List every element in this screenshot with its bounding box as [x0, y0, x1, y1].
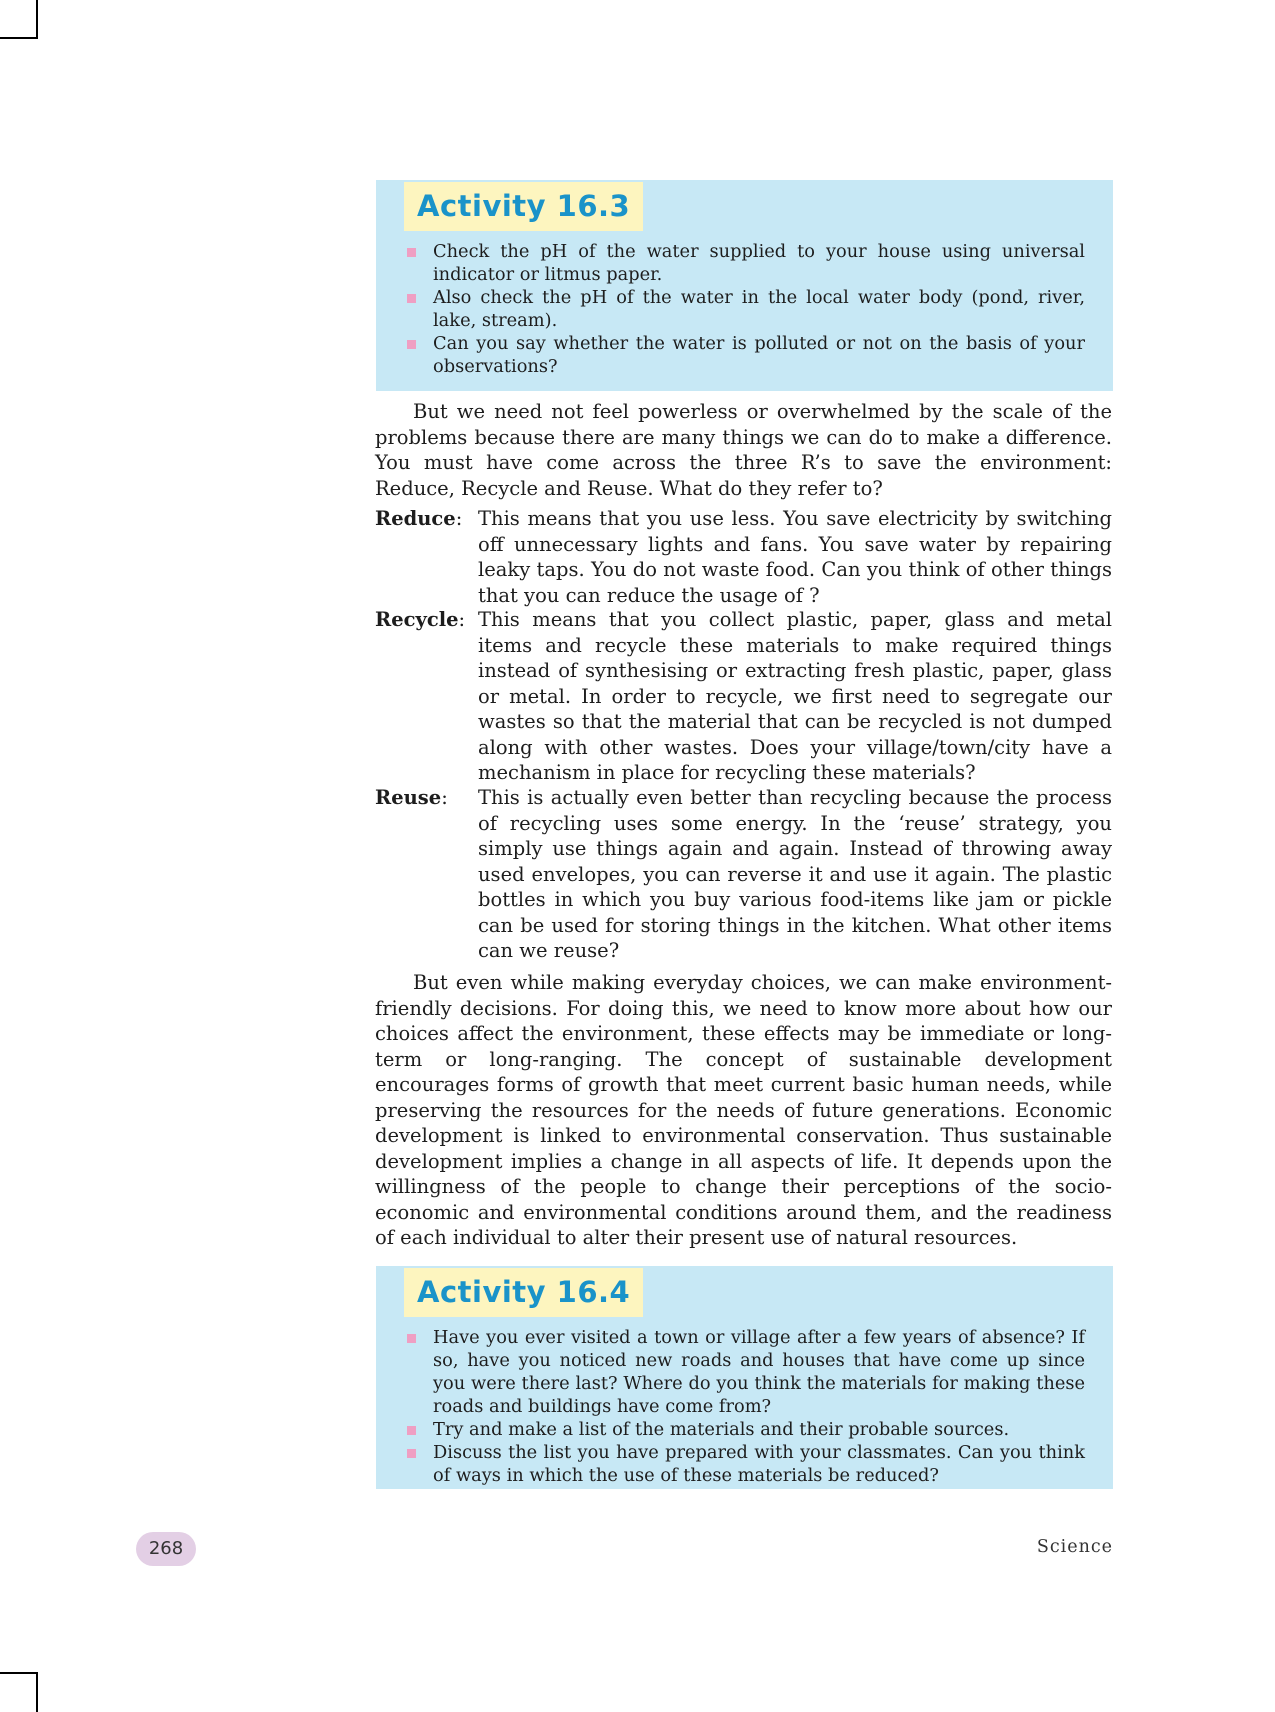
list-item-text: Can you say whether the water is polluted or not on the basis of your observations?: [433, 333, 1085, 377]
square-bullet-icon: [407, 1334, 416, 1343]
definition-term: Reduce:: [375, 507, 463, 530]
list-item-text: Also check the pH of the water in the local water body (pond, river, lake, stream).: [433, 287, 1085, 331]
sustainable-development-paragraph: [375, 970, 1112, 1251]
list-item: [404, 1441, 1085, 1487]
paragraph-text: But we need not feel powerless or overwhelmed by the scale of the problems because there are many things we can do to make a difference. You must have come across the three R’s to save the environment: Reduce, Recycle and Reuse. What do they refer to?: [375, 400, 1112, 500]
square-bullet-icon: [407, 248, 416, 257]
square-bullet-icon: [407, 1449, 416, 1458]
list-item-text: Try and make a list of the materials and their probable sources.: [433, 1419, 1010, 1440]
activity-list: [404, 240, 1085, 378]
activity-title: Activity 16.3: [404, 182, 643, 231]
list-item-text: Have you ever visited a town or village after a few years of absence? If so, have you noticed new roads and houses that have come up since you were there last? Where do you think the materials for making these roads and buildings have come from?: [433, 1327, 1085, 1417]
crop-mark-bottom-left: [0, 1672, 38, 1712]
definition-term: Reuse:: [375, 786, 448, 809]
definition-recycle: [375, 607, 1112, 786]
list-item: [404, 332, 1085, 378]
activity-box-16-4: [376, 1266, 1113, 1489]
list-item: [404, 240, 1085, 286]
paragraph-text: But even while making everyday choices, we can make environment-friendly decisions. For doing this, we need to know more about how our choices affect the environment, these effects may be immediate or long-term or long-ranging. The concept of sustainable development encourages forms of growth that meet current basic human needs, while preserving the resources for the needs of future generations. Economic development is linked to environmental conservation. Thus sustainable development implies a change in all aspects of life. It depends upon the willingness of the people to change their perceptions of the socio-economic and environmental conditions around them, and the readiness of each individual to alter their present use of natural resources.: [375, 971, 1112, 1249]
activity-box-16-3: [376, 180, 1113, 391]
definition-body: This is actually even better than recycling because the process of recycling uses some energy. In the ‘reuse’ strategy, you simply use things again and again. Instead of throwing away used envelopes, you can reverse it and use it again. The plastic bottles in which you buy various food-items like jam or pickle can be used for storing things in the kitchen. What other items can we reuse?: [478, 786, 1112, 962]
definition-reduce: [375, 506, 1112, 608]
book-title-footer: Science: [1036, 1537, 1113, 1557]
page-number-badge: 268: [136, 1532, 196, 1566]
list-item: [404, 286, 1085, 332]
definition-body: This means that you collect plastic, paper, glass and metal items and recycle these materials to make required things instead of synthesising or extracting fresh plastic, paper, glass or metal. In order to recycle, we first need to segregate our wastes so that the material that can be recycled is not dumped along with other wastes. Does your village/town/city have a mechanism in place for recycling these materials?: [478, 608, 1112, 784]
square-bullet-icon: [407, 340, 416, 349]
definition-term: Recycle:: [375, 608, 466, 631]
intro-paragraph: [375, 399, 1112, 501]
activity-list: [404, 1326, 1085, 1487]
definition-body: This means that you use less. You save electricity by switching off unnecessary lights and fans. You save water by repairing leaky taps. You do not waste food. Can you think of other things that you can reduce the usage of ?: [478, 507, 1112, 607]
activity-title: Activity 16.4: [404, 1268, 643, 1317]
definition-reuse: [375, 785, 1112, 964]
square-bullet-icon: [407, 294, 416, 303]
crop-mark-top-left: [0, 0, 38, 39]
list-item: [404, 1418, 1085, 1441]
list-item-text: Discuss the list you have prepared with your classmates. Can you think of ways in which the use of these materials be reduced?: [433, 1442, 1085, 1486]
list-item-text: Check the pH of the water supplied to your house using universal indicator or litmus paper.: [433, 241, 1085, 285]
list-item: [404, 1326, 1085, 1418]
square-bullet-icon: [407, 1426, 416, 1435]
